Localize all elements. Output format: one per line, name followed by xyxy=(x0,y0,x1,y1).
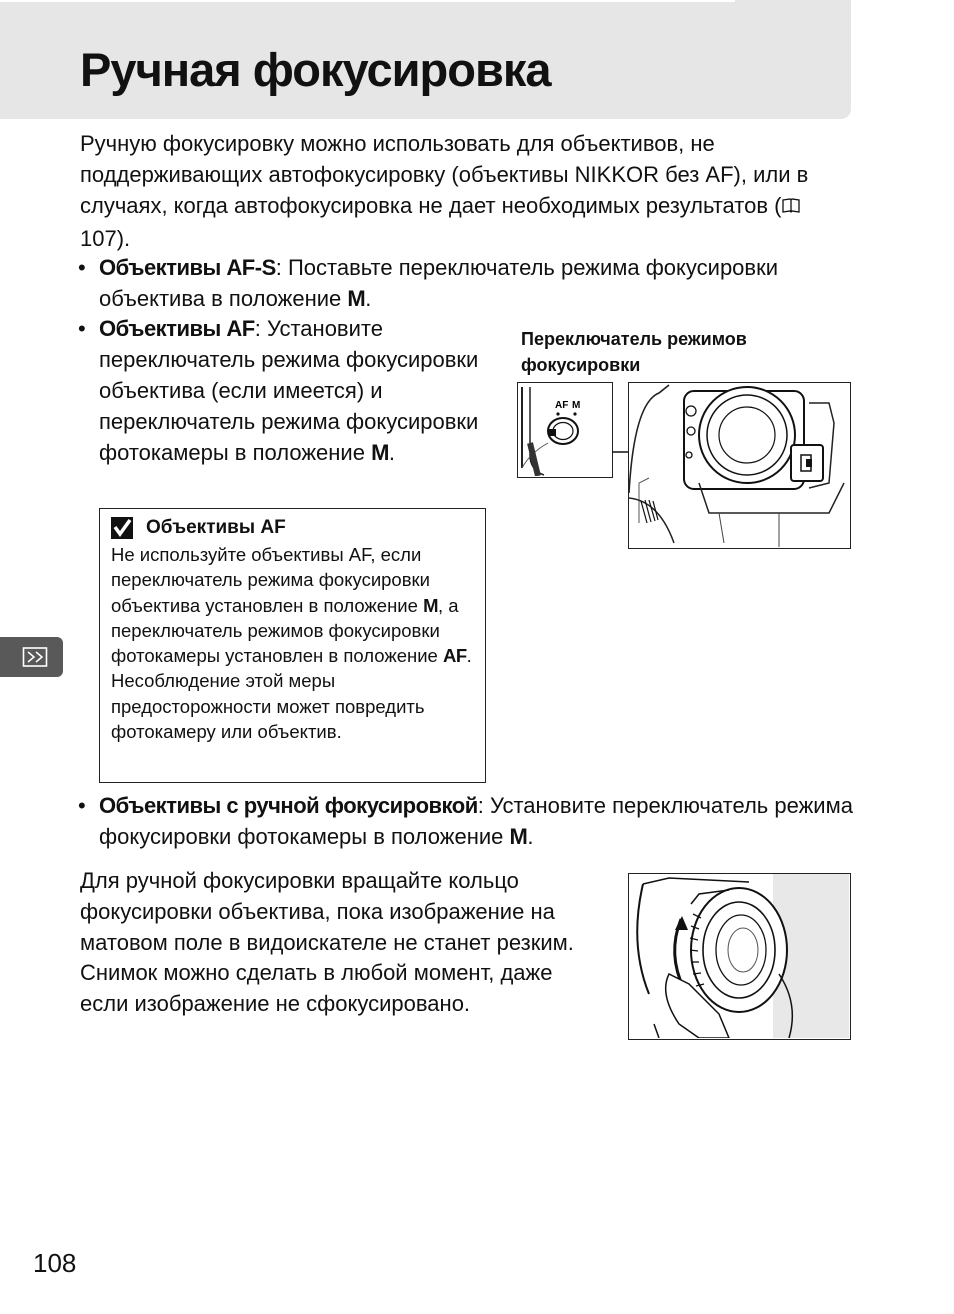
note-body xyxy=(111,542,475,744)
intro-ref-page[interactable]: 107 xyxy=(80,226,117,251)
lens-switch-drawing xyxy=(518,383,611,476)
bullet-afs-lenses xyxy=(78,252,858,314)
bullet-value: M xyxy=(347,286,366,311)
bullet-label: Объективы AF xyxy=(99,316,255,341)
bullet-value: M xyxy=(371,440,389,465)
switch-label-m: M xyxy=(572,400,581,411)
focus-chapter-icon xyxy=(22,645,48,669)
bullet-dot: • xyxy=(78,793,86,818)
bullet-end: . xyxy=(388,440,396,465)
chapter-side-tab[interactable] xyxy=(0,637,63,677)
note-value-1: M xyxy=(423,594,438,616)
note-title-row xyxy=(111,515,475,541)
switch-label-af: AF xyxy=(555,400,569,411)
note-text-2: , а переключатель режимов фокусировки фотокамеры установлен в положение xyxy=(111,594,459,667)
checkmark-icon xyxy=(111,517,133,539)
bullet-body: : Поставьте переключатель режима фокусировки объектива в положение xyxy=(99,255,779,311)
note-text-3: . Несоблюдение этой меры предосторожности может повредить фотокамеру или объектив. xyxy=(111,645,472,743)
note-title: Объективы AF xyxy=(146,517,286,538)
bullet-dot: • xyxy=(78,316,86,341)
bullet-af-lenses xyxy=(78,313,498,468)
bullet-body: : Установите переключатель режима фокусировки объектива (если имеется) и переключатель режима фокусировки фотокамеры в положение xyxy=(99,316,479,465)
intro-text-end: ). xyxy=(116,226,131,251)
bullet-end: . xyxy=(527,824,534,849)
camera-body-illustration xyxy=(628,382,851,549)
header-top-line xyxy=(0,0,735,2)
bullet-label: Объективы с ручной фокусировкой xyxy=(99,793,478,818)
page-number: 108 xyxy=(33,1248,77,1278)
bullet-end: . xyxy=(365,286,372,311)
bullet-label: Объективы AF-S xyxy=(99,255,276,280)
bullet-dot: • xyxy=(78,255,86,280)
af-lenses-caution-note xyxy=(99,508,486,783)
bullet-text xyxy=(99,790,858,852)
intro-text: Ручную фокусировку можно использовать для объективов, не поддерживающих автофокусировку (объективы NIKKOR без AF), или в случаях, когда автофокусировка не дает необходимых результатов ( xyxy=(80,131,809,218)
bullet-manual-lenses xyxy=(78,790,858,852)
figure-caption: Переключатель режимов фокусировки xyxy=(521,329,747,375)
camera-drawing xyxy=(629,383,849,547)
lens-drawing xyxy=(629,874,849,1038)
bullet-text xyxy=(99,313,498,468)
bullet-value: M xyxy=(509,824,528,849)
closing-paragraph: Для ручной фокусировки вращайте кольцо фокусировки объектива, пока изображение на матовом поле в видоискателе не станет резким. Снимок можно сделать в любой момент, даже если изображение не сфокусировано. xyxy=(80,868,574,1017)
bullet-body: : Установите переключатель режима фокусировки фотокамеры в положение xyxy=(99,793,853,849)
intro-paragraph xyxy=(80,128,855,254)
page-title: Ручная фокусировка xyxy=(80,43,551,96)
lens-focus-ring-illustration xyxy=(628,873,851,1040)
book-reference-icon[interactable] xyxy=(782,192,800,223)
bullet-text xyxy=(99,252,858,314)
note-text-1: Не используйте объективы AF, если переключатель режима фокусировки объектива установлен в положение xyxy=(111,544,430,616)
note-value-2: AF xyxy=(442,645,467,667)
lens-switch-illustration xyxy=(517,382,613,478)
